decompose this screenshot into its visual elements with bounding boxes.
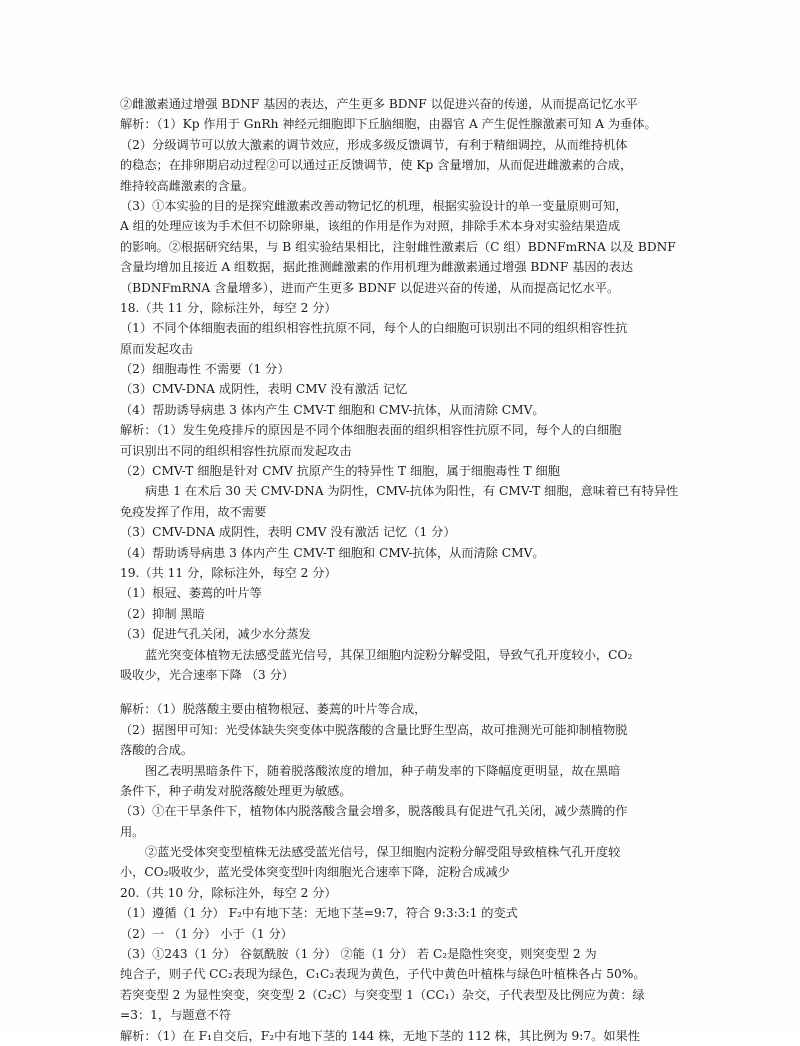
text-line: 用。 bbox=[120, 824, 145, 839]
text-line: （4）帮助诱导病患 3 体内产生 CMV-T 细胞和 CMV-抗体，从而清除 CMV。 bbox=[120, 402, 545, 417]
question-heading: 20.（共 10 分，除标注外，每空 2 分） bbox=[120, 885, 337, 900]
text-line: 纯合子，则子代 CC₂表现为绿色，C₁C₂表现为黄色，子代中黄色叶植株与绿色叶植株各占 50%。 bbox=[120, 967, 646, 982]
answer-text bbox=[120, 94, 685, 1046]
text-line: （2）一 （1 分） 小于（1 分） bbox=[120, 926, 293, 941]
paragraph-gap bbox=[120, 685, 685, 699]
text-line: 解析：（1）发生免疫排斥的原因是不同个体细胞表面的组织相容性抗原不同，每个人的白细胞 bbox=[120, 423, 622, 438]
text-line: 含量均增加且接近 A 组数据，据此推测雌激素的作用机理为雌激素通过增强 BDNF 基因的表达 bbox=[120, 260, 634, 275]
text-line: （1）遵循（1 分） F₂中有地下茎：无地下茎=9:7，符合 9:3:3:1 的变式 bbox=[120, 906, 518, 921]
question-heading: 19.（共 11 分，除标注外，每空 2 分） bbox=[120, 565, 337, 580]
text-line: （2）抑制 黑暗 bbox=[120, 606, 205, 621]
text-line: （2）分级调节可以放大激素的调节效应，形成多级反馈调节，有利于精细调控，从而维持机体 bbox=[120, 137, 628, 152]
text-line: （BDNFmRNA 含量增多），进而产生更多 BDNF 以促进兴奋的传递，从而提高记忆水平。 bbox=[120, 280, 620, 295]
text-line: （3）促进气孔关闭，减少水分蒸发 bbox=[120, 627, 311, 642]
text-line: （4）帮助诱导病患 3 体内产生 CMV-T 细胞和 CMV-抗体，从而清除 CMV。 bbox=[120, 545, 545, 560]
text-line: =3：1，与题意不符 bbox=[120, 1008, 232, 1023]
text-line: 解析：（1）脱落酸主要由植物根冠、萎蔫的叶片等合成， bbox=[120, 702, 427, 717]
text-line: 解析：（1）Kp 作用于 GnRh 神经元细胞即下丘脑细胞，由器官 A 产生促性腺激素可知 A 为垂体。 bbox=[120, 117, 657, 132]
text-line: A 组的处理应该为手术但不切除卵巢，该组的作用是作为对照，排除手术本身对实验结果造成 bbox=[120, 219, 621, 234]
text-line: （3）①在干旱条件下，植物体内脱落酸含量会增多，脱落酸具有促进气孔关闭，减少蒸腾的作 bbox=[120, 804, 628, 819]
text-line: （3）CMV-DNA 成阴性，表明 CMV 没有激活 记忆 bbox=[120, 382, 408, 397]
text-line: 吸收少，光合速率下降 （3 分） bbox=[120, 667, 294, 682]
text-line: 原而发起攻击 bbox=[120, 341, 194, 356]
text-line: （3）①243（1 分） 谷氨酰胺（1 分） ②能（1 分） 若 C₂是隐性突变，则突变型 2 为 bbox=[120, 947, 597, 962]
text-line: 病患 1 在术后 30 天 CMV-DNA 为阴性，CMV-抗体为阳性，有 CMV-T 细胞，意味着已有特异性 bbox=[145, 484, 679, 499]
text-line: （2）据图甲可知：光受体缺失突变体中脱落酸的含量比野生型高，故可推测光可能抑制植物脱 bbox=[120, 722, 628, 737]
text-line: 落酸的合成。 bbox=[120, 743, 194, 758]
text-line: ②蓝光受体突变型植株无法感受蓝光信号，保卫细胞内淀粉分解受阻导致植株气孔开度较 bbox=[145, 845, 621, 860]
text-line: 小，CO₂吸收少，蓝光受体突变型叶肉细胞光合速率下降，淀粉合成减少 bbox=[120, 865, 510, 880]
text-line: （2）CMV-T 细胞是针对 CMV 抗原产生的特异性 T 细胞，属于细胞毒性 T 细胞 bbox=[120, 464, 560, 479]
question-heading: 18.（共 11 分，除标注外，每空 2 分） bbox=[120, 300, 337, 315]
text-line: （1）不同个体细胞表面的组织相容性抗原不同，每个人的白细胞可识别出不同的组织相容性抗 bbox=[120, 321, 628, 336]
text-line: （2）细胞毒性 不需要（1 分） bbox=[120, 362, 290, 377]
text-line: 解析：（1）在 F₁自交后，F₂中有地下茎的 144 株，无地下茎的 112 株，其比例为 9:7。如果性 bbox=[120, 1028, 640, 1043]
text-line: 蓝光突变体植物无法感受蓝光信号，其保卫细胞内淀粉分解受阻，导致气孔开度较小，CO₂ bbox=[145, 647, 633, 662]
text-line: 免疫发挥了作用，故不需要 bbox=[120, 504, 267, 519]
text-line: 可识别出不同的组织相容性抗原而发起攻击 bbox=[120, 443, 352, 458]
text-line: 图乙表明黑暗条件下，随着脱落酸浓度的增加，种子萌发率的下降幅度更明显，故在黑暗 bbox=[145, 763, 621, 778]
text-line: 的稳态；在排卵期启动过程②可以通过正反馈调节，使 Kp 含量增加，从而促进雌激素的合成， bbox=[120, 158, 633, 173]
text-line: 若突变型 2 为显性突变，突变型 2（C₂C）与突变型 1（CC₁）杂交，子代表型及比例应为黄：绿 bbox=[120, 987, 645, 1002]
text-line: 维持较高雌激素的含量。 bbox=[120, 178, 255, 193]
text-line: 的影响。②根据研究结果，与 B 组实验结果相比，注射雌性激素后（C 组）BDNFmRNA 以及 BDNF bbox=[120, 239, 676, 254]
text-line: ②雌激素通过增强 BDNF 基因的表达，产生更多 BDNF 以促进兴奋的传递，从而提高记忆水平 bbox=[120, 97, 638, 111]
text-line: （3）CMV-DNA 成阴性，表明 CMV 没有激活 记忆（1 分） bbox=[120, 525, 456, 540]
text-line: 条件下，种子萌发对脱落酸处理更为敏感。 bbox=[120, 783, 352, 798]
text-line: （1）根冠、萎蔫的叶片等 bbox=[120, 586, 262, 601]
text-line: （3）①本实验的目的是探究雌激素改善动物记忆的机理，根据实验设计的单一变量原则可知， bbox=[120, 198, 628, 213]
